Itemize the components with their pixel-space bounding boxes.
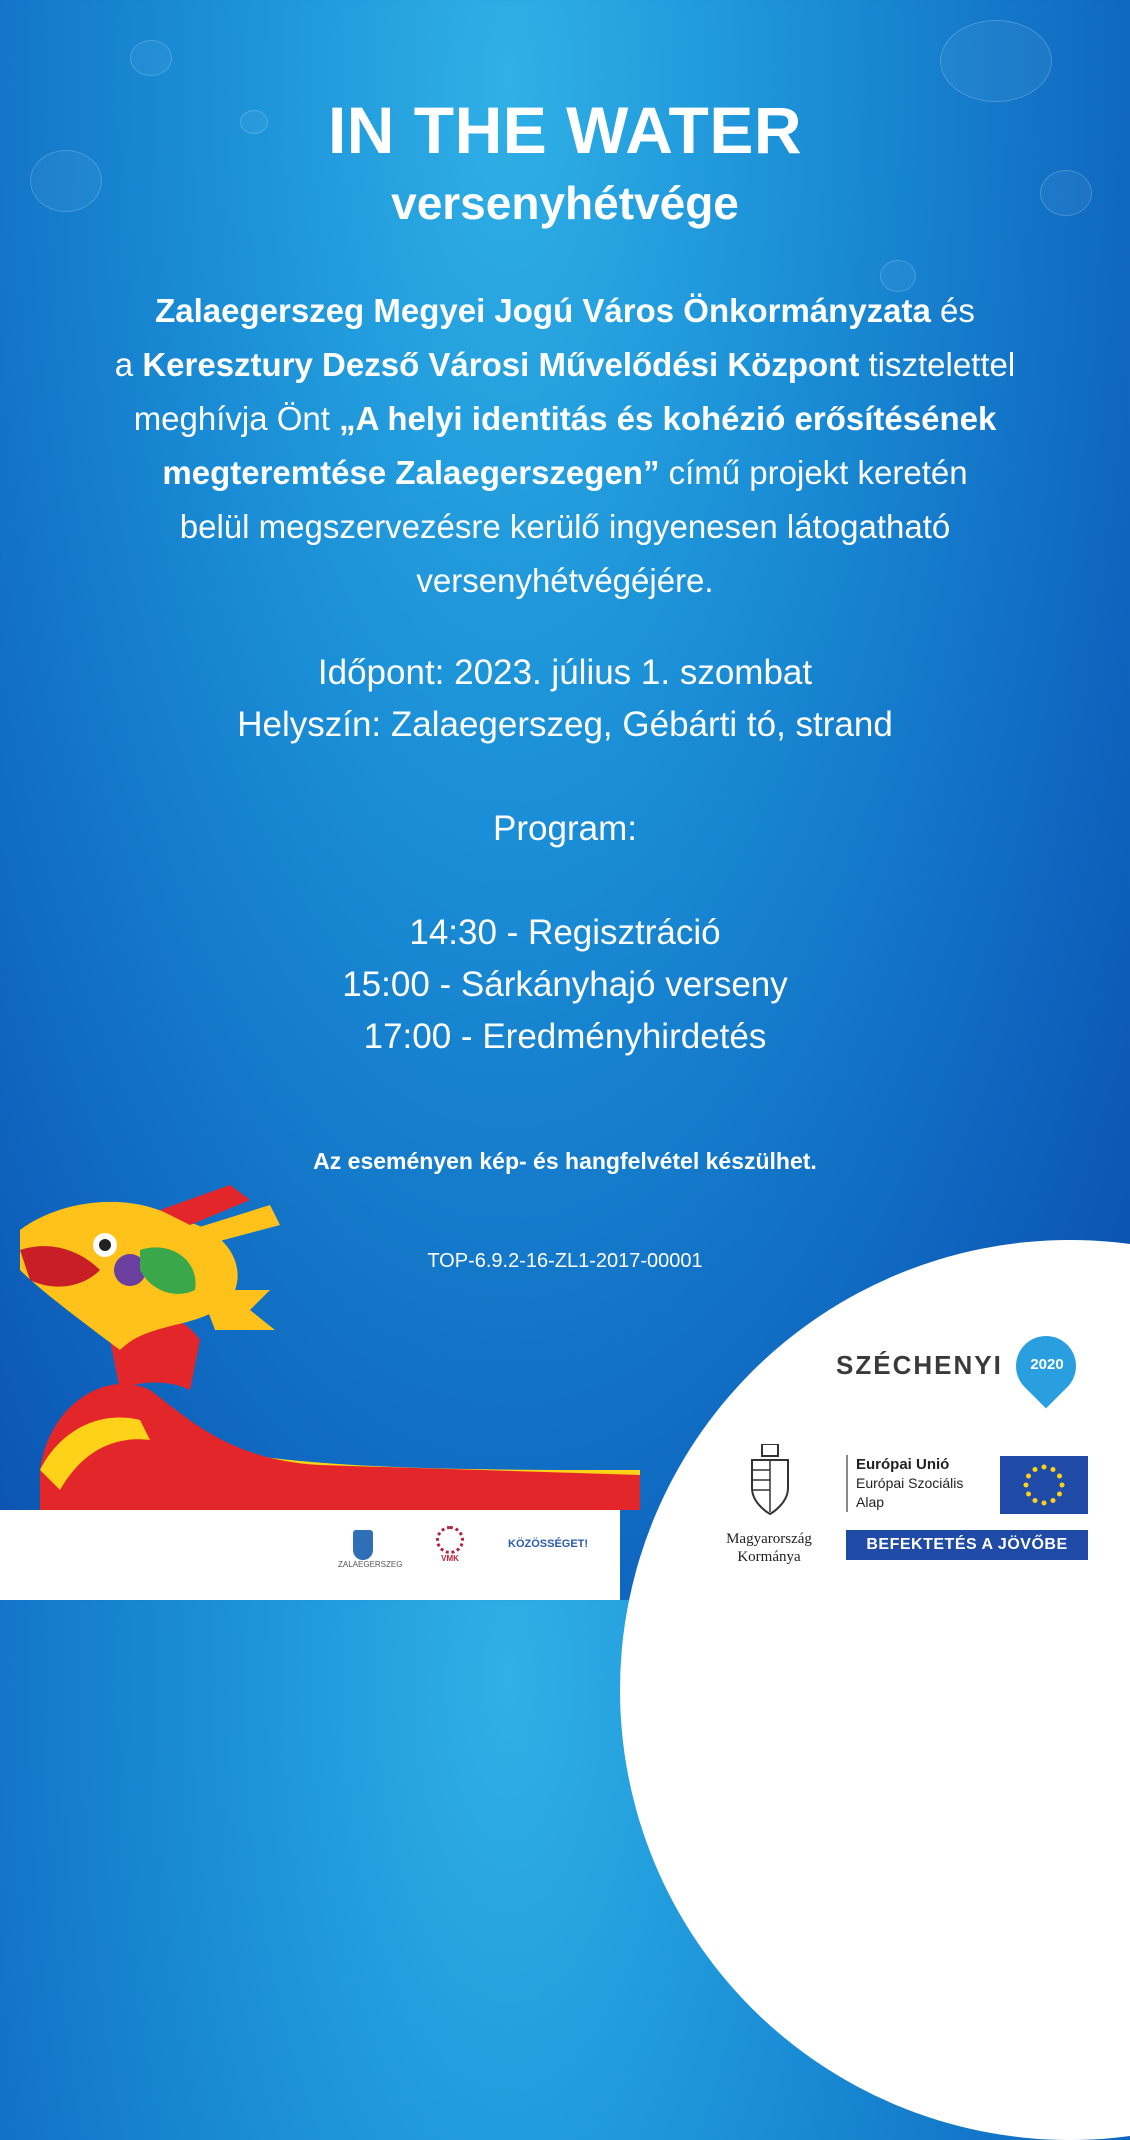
project-code: TOP-6.9.2-16-ZL1-2017-00001 [427, 1250, 703, 1272]
vmk-dots-icon [436, 1526, 464, 1554]
partner-logo-strip [0, 1510, 620, 1600]
event-time: Időpont: 2023. július 1. szombat [317, 653, 813, 692]
dragon-pupil [99, 1239, 111, 1251]
hungarian-government-label [704, 1530, 834, 1566]
gov-line: Kormánya [737, 1549, 801, 1565]
poster-subtitle: versenyhétvége [391, 177, 739, 229]
project-name: megteremtése Zalaegerszegen” [162, 454, 660, 491]
project-name: „A helyi identitás és kohézió erősítésének [339, 400, 997, 437]
intro-text: belül megszervezésre kerülő ingyenesen látogatható [179, 508, 951, 545]
gov-line: Magyarország [726, 1531, 812, 1547]
intro-text: tisztelettel [859, 346, 1016, 383]
invitation-text [40, 284, 1090, 608]
szechenyi-year: 2020 [1030, 1356, 1064, 1373]
intro-text: meghívja Önt [133, 400, 340, 437]
logo-zalaegerszeg [338, 1530, 403, 1569]
eu-fund-label [846, 1455, 963, 1512]
eu-line: Európai Unió [856, 1456, 950, 1473]
logo-kozosseget [508, 1538, 588, 1550]
hungarian-coat-of-arms-icon [748, 1444, 792, 1516]
logo-zalaegerszeg-text: ZALAEGERSZEG [338, 1560, 403, 1569]
eu-flag-icon [1000, 1456, 1088, 1514]
intro-text: a [114, 346, 143, 383]
water-bubble [940, 20, 1052, 102]
eu-line: Alap [856, 1494, 885, 1510]
logo-vmk-text: VMK [441, 1554, 459, 1563]
intro-text: és [930, 292, 975, 329]
program-item: 17:00 - Eredményhirdetés [363, 1017, 767, 1056]
eu-line: Európai Szociális [856, 1475, 964, 1491]
program-item: 15:00 - Sárkányhajó verseny [342, 965, 788, 1004]
intro-text: című projekt keretén [659, 454, 968, 491]
water-bubble [130, 40, 172, 76]
logo-vmk [430, 1526, 470, 1563]
program-item: 14:30 - Regisztráció [409, 913, 721, 952]
szechenyi-logo-text: SZÉCHENYI [836, 1350, 1003, 1380]
logo-kozosseget-text: KÖZÖSSÉGET! [508, 1538, 589, 1550]
organizer-center: Keresztury Dezső Városi Művelődési Központ [142, 346, 860, 383]
event-place: Helyszín: Zalaegerszeg, Gébárti tó, strand [237, 705, 893, 744]
recording-notice: Az eseményen kép- és hangfelvétel készülhet. [313, 1148, 817, 1174]
invest-banner: BEFEKTETÉS A JÖVŐBE [846, 1530, 1088, 1560]
intro-text: versenyhétvégéjére. [416, 562, 714, 599]
poster-title: IN THE WATER [327, 93, 803, 167]
program-heading: Program: [493, 809, 637, 848]
organizer-city: Zalaegerszeg Megyei Jogú Város Önkormányzata [155, 292, 931, 329]
dragon-mane [200, 1290, 275, 1330]
coat-of-arms-icon [353, 1530, 373, 1560]
